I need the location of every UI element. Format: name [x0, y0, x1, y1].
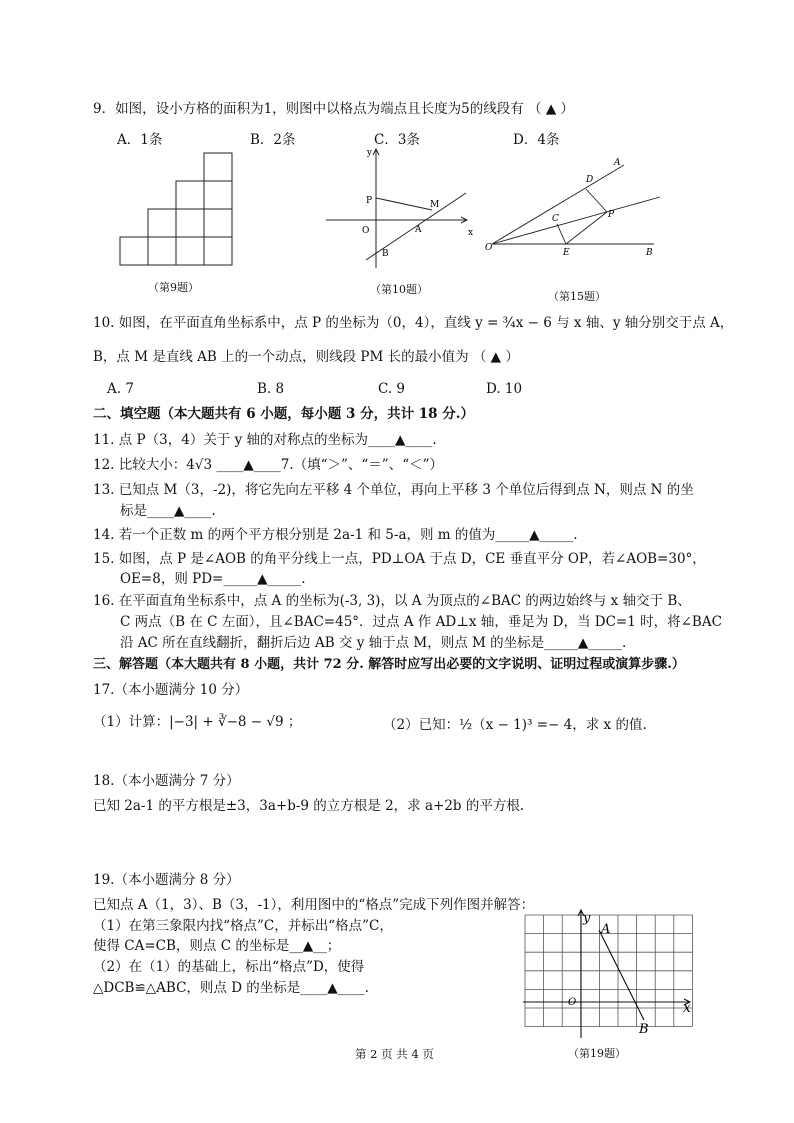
fig19-label-x: x [683, 1000, 691, 1016]
figure-9-grid [118, 152, 238, 270]
fig10-label-y: y [366, 148, 372, 158]
q12: 12. 比较大小：4√3 ____▲____7.（填“＞”、“＝”、“＜”） [93, 457, 444, 473]
q15-line2: OE=8，则 PD=_____▲_____. [120, 571, 306, 587]
q19-line2: （1）在第三象限内找“格点”C，并标出“格点”C， [93, 918, 393, 934]
fig15-caption: （第15题） [548, 290, 606, 303]
q16-line1: 16. 在平面直角坐标系中，点 A 的坐标为(-3, 3)，以 A 为顶点的∠BAC 的两边始终与 x 轴交于 B、 [93, 593, 691, 609]
fig15-label-o: O [485, 243, 493, 253]
q13-line2: 标是____▲____. [120, 503, 216, 519]
q19-line1: 已知点 A（1，3）、B（3，-1），利用图中的“格点”完成下列作图并解答： [93, 897, 535, 913]
q10-option-c: C. 9 [378, 381, 406, 397]
q16-line3: 沿 AC 所在直线翻折，翻折后边 AB 交 y 轴于点 M，则点 M 的坐标是_____▲_____. [120, 635, 627, 651]
q16-line2: C 两点（B 在 C 左面），且∠BAC=45°．过点 A 作 AD⊥x 轴，垂足为 D，当 DC=1 时，将∠BAC [120, 614, 722, 630]
fig15-label-e: E [563, 248, 570, 258]
fig19-label-y: y [583, 911, 591, 926]
q10-option-b: B. 8 [257, 381, 285, 397]
fig10-label-b: B [382, 249, 389, 259]
fig19-label-o: O [568, 997, 577, 1008]
figure-19-grid [518, 910, 698, 1040]
q18-header: 18.（本小题满分 7 分） [93, 773, 240, 789]
q15-line1: 15. 如图，点 P 是∠AOB 的角平分线上一点，PD⊥OA 于点 D，CE 垂直平分 OP，若∠AOB=30°， [93, 551, 706, 567]
fig15-label-b: B [646, 248, 653, 258]
figure-10-coordinate [322, 146, 472, 274]
q9-option-a: A．1条 [117, 132, 163, 148]
q19-line3: 使得 CA=CB，则点 C 的坐标是__▲__； [93, 938, 341, 954]
fig19-caption: （第19题） [568, 1047, 626, 1060]
fig10-label-x: x [468, 228, 474, 238]
figure-15-angle [484, 155, 664, 260]
fig10-label-o: O [362, 226, 370, 236]
q10-option-d: D. 10 [486, 381, 523, 397]
q17-part1: （1）计算：|−3| + ∛−8 − √9 ； [93, 714, 302, 730]
q10-line2: B，点 M 是直线 AB 上的一个动点，则线段 PM 长的最小值为 （ ▲ ） [93, 349, 519, 365]
q19-header: 19.（本小题满分 8 分） [93, 872, 240, 888]
fig19-label-b: B [639, 1022, 649, 1037]
fig10-caption: （第10题） [370, 283, 428, 296]
section-2-title: 二、填空题（本大题共有 6 小题，每小题 3 分，共计 18 分.） [93, 406, 474, 422]
fig15-label-c: C [552, 214, 559, 224]
section-3-title: 三、解答题（本大题共有 8 小题，共计 72 分. 解答时应写出必要的文字说明、证明过程或演算步骤.） [93, 657, 685, 672]
q9-stem: 9．如图，设小方格的面积为1，则图中以格点为端点且长度为5的线段有 （ ▲ ） [93, 101, 575, 117]
q17-part2: （2）已知：½（x − 1)³ =− 4，求 x 的值. [383, 717, 647, 733]
fig19-label-a: A [601, 922, 611, 937]
page-footer: 第 2 页 共 4 页 [355, 1047, 434, 1061]
fig10-label-a: A [415, 225, 422, 235]
fig10-label-m: M [430, 200, 440, 210]
q17-header: 17.（本小题满分 10 分） [93, 682, 249, 698]
fig15-label-d: D [586, 175, 594, 185]
fig15-label-a: A [614, 158, 621, 168]
q11: 11. 点 P（3，4）关于 y 轴的对称点的坐标为____▲____. [93, 432, 437, 448]
q14: 14. 若一个正数 m 的两个平方根分别是 2a-1 和 5-a，则 m 的值为_____▲_____. [93, 527, 578, 543]
q10-option-a: A. 7 [107, 381, 134, 397]
q19-line4: （2）在（1）的基础上，标出“格点”D，使得 [93, 959, 365, 975]
q9-option-d: D．4条 [513, 132, 560, 148]
fig9-caption: （第9题） [148, 281, 199, 294]
q19-line5: △DCB≌△ABC，则点 D 的坐标是____▲____. [93, 980, 369, 996]
q9-option-b: B．2条 [250, 132, 296, 148]
q18-body: 已知 2a-1 的平方根是±3，3a+b-9 的立方根是 2，求 a+2b 的平方根. [93, 798, 525, 814]
q9-option-c: C．3条 [374, 132, 420, 148]
fig10-label-p: P [366, 196, 373, 206]
q13-line1: 13. 已知点 M（3，-2)，将它先向左平移 4 个单位，再向上平移 3 个单位后得到点 N，则点 N 的坐 [93, 482, 694, 498]
fig15-label-p: P [608, 210, 615, 220]
q10-line1: 10. 如图，在平面直角坐标系中，点 P 的坐标为（0，4），直线 y = ¾x − 6 与 x 轴、y 轴分别交于点 A， [93, 315, 734, 331]
